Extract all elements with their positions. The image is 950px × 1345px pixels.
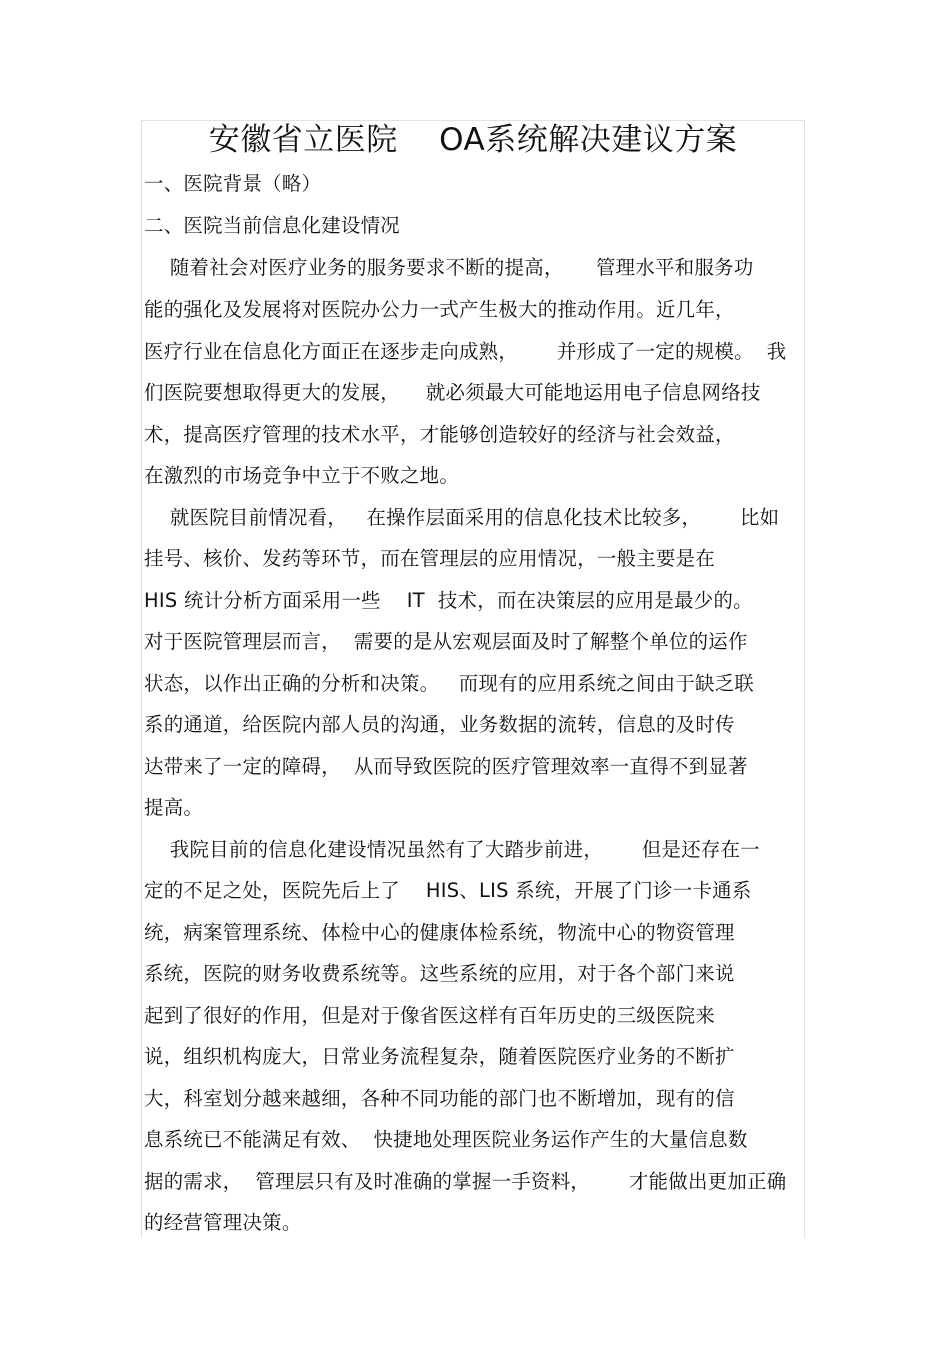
- paragraph-1-line-4: 们医院要想取得更大的发展， 就必须最大可能地运用电子信息网络技: [144, 381, 761, 404]
- paragraph-3-line-4: 系统，医院的财务收费系统等。这些系统的应用，对于各个部门来说: [144, 962, 735, 985]
- paragraph-2-line-4: 对于医院管理层而言， 需要的是从宏观层面及时了解整个单位的运作: [144, 630, 748, 653]
- paragraph-1-line-1: 随着社会对医疗业务的服务要求不断的提高， 管理水平和服务功: [144, 256, 754, 279]
- section-heading-it-status: 二、医院当前信息化建设情况: [144, 214, 400, 237]
- paragraph-3-line-2: 定的不足之处，医院先后上了 HIS、LIS 系统，开展了门诊一卡通系: [144, 879, 752, 902]
- paragraph-3-line-3: 统，病案管理系统、体检中心的健康体检系统，物流中心的物资管理: [144, 921, 735, 944]
- paragraph-2-line-3: HIS 统计分析方面采用一些 IT 技术，而在决策层的应用是最少的。: [144, 589, 753, 612]
- paragraph-3-line-1: 我院目前的信息化建设情况虽然有了大踏步前进， 但是还存在一: [144, 838, 760, 861]
- paragraph-3-line-10: 的经营管理决策。: [144, 1211, 302, 1234]
- paragraph-1-line-2: 能的强化及发展将对医院办公力一式产生极大的推动作用。近几年，: [144, 298, 735, 321]
- paragraph-2-line-7: 达带来了一定的障碍， 从而导致医院的医疗管理效率一直得不到显著: [144, 755, 748, 778]
- paragraph-2-line-8: 提高。: [144, 796, 204, 819]
- document-title: 安徽省立医院 OA系统解决建议方案: [208, 122, 738, 158]
- paragraph-3-line-7: 大，科室划分越来越细，各种不同功能的部门也不断增加，现有的信: [144, 1087, 735, 1110]
- paragraph-2-line-2: 挂号、核价、发药等环节，而在管理层的应用情况，一般主要是在: [144, 547, 716, 570]
- paragraph-1-line-6: 在激烈的市场竞争中立于不败之地。: [144, 464, 460, 487]
- paragraph-1-line-3: 医疗行业在信息化方面正在逐步走向成熟， 并形成了一定的规模。 我: [144, 340, 787, 363]
- paragraph-1-line-5: 术，提高医疗管理的技术水平，才能够创造较好的经济与社会效益，: [144, 423, 735, 446]
- paragraph-2-line-5: 状态，以作出正确的分析和决策。 而现有的应用系统之间由于缺乏联: [144, 672, 755, 695]
- paragraph-3-line-9: 据的需求， 管理层只有及时准确的掌握一手资料， 才能做出更加正确: [144, 1170, 787, 1193]
- paragraph-3-line-5: 起到了很好的作用，但是对于像省医这样有百年历史的三级医院来: [144, 1004, 716, 1027]
- paragraph-2-line-6: 系的通道，给医院内部人员的沟通，业务数据的流转，信息的及时传: [144, 713, 735, 736]
- paragraph-3-line-8: 息系统已不能满足有效、 快捷地处理医院业务运作产生的大量信息数: [144, 1128, 748, 1151]
- section-heading-background: 一、医院背景（略）: [144, 172, 322, 195]
- paragraph-3-line-6: 说，组织机构庞大，日常业务流程复杂，随着医院医疗业务的不断扩: [144, 1045, 735, 1068]
- paragraph-2-line-1: 就医院目前情况看， 在操作层面采用的信息化技术比较多， 比如: [144, 506, 780, 529]
